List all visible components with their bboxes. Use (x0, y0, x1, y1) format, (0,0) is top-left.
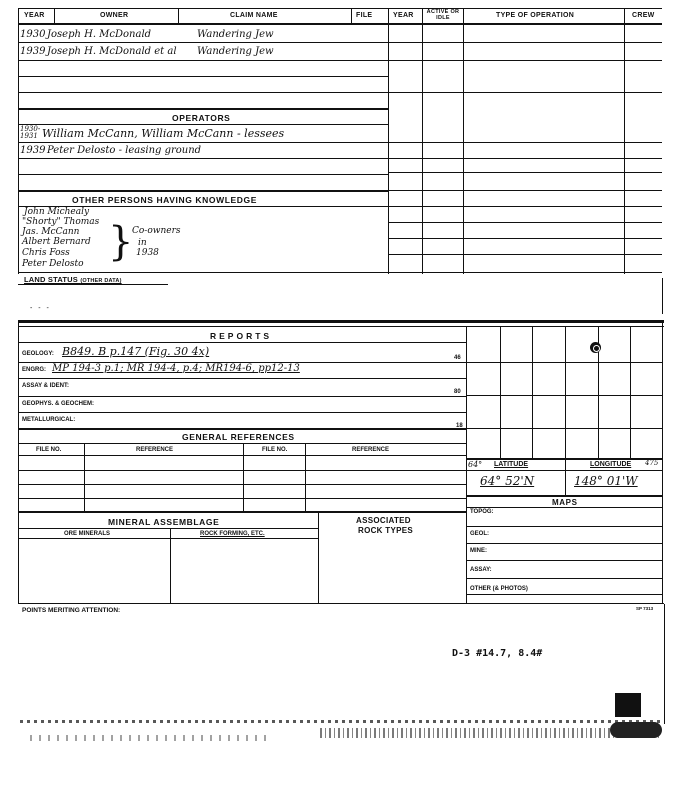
geology-number: 46 (454, 355, 461, 361)
geology-value: B849. B p.147 (Fig. 30 4x) (62, 345, 210, 358)
operators-title: OPERATORS (172, 113, 231, 123)
person-name: Albert Bernard (22, 237, 91, 247)
rock-types-label: ROCK TYPES (358, 526, 414, 535)
engrg-label: ENGRG: (22, 367, 46, 373)
operator-row-2-text: Peter Delosto - leasing ground (47, 145, 202, 156)
person-name: Peter Delosto (22, 259, 84, 269)
col-ore-minerals: ORE MINERALS (64, 531, 111, 537)
col-year: YEAR (24, 12, 45, 19)
latitude-label: LATITUDE (494, 461, 529, 468)
form-code: SP 7313 (636, 606, 654, 611)
co-owners-note-in: in (138, 238, 147, 248)
maps-title: MAPS (552, 498, 578, 507)
col-year-2: YEAR (393, 12, 414, 19)
col-crew: CREW (632, 12, 655, 19)
ref-col-file-no-2: FILE NO. (262, 447, 288, 453)
noise-line-3 (30, 735, 270, 741)
points-meriting-label: POINTS MERITING ATTENTION: (22, 607, 121, 614)
person-name: Jas. McCann (22, 227, 80, 237)
lat-prefix: 64° (468, 460, 483, 469)
col-rock-forming: ROCK FORMING, ETC. (200, 531, 265, 537)
geophys-label: GEOPHYS. & GEOCHEM: (22, 401, 95, 407)
longitude-label: LONGITUDE (590, 461, 632, 468)
co-owners-note-year: 1938 (136, 248, 159, 258)
operator-row-1-text: William McCann, William McCann - lessees (42, 127, 285, 140)
assay-label: ASSAY & IDENT: (22, 383, 70, 389)
person-name: John Michealy (24, 207, 90, 217)
geology-label: GEOLOGY: (22, 351, 54, 357)
noise-line-1 (20, 720, 660, 723)
col-active-idle: ACTIVE OR IDLE (426, 9, 460, 21)
owner-row-2-year: 1939 (20, 46, 46, 57)
operator-row-2-year: 1939 (20, 145, 46, 156)
ref-col-reference: REFERENCE (136, 447, 174, 453)
land-status-text: LAND STATUS (24, 275, 79, 284)
person-name: "Shorty" Thomas (22, 217, 100, 227)
location-marker-ring (593, 345, 600, 352)
maps-topog: TOPOG: (470, 509, 494, 515)
metallurgical-number: 18 (456, 423, 463, 429)
land-status-sub: (OTHER DATA) (80, 278, 122, 284)
ref-col-reference-2: REFERENCE (352, 447, 390, 453)
owner-row-1-claim: Wandering Jew (197, 29, 274, 40)
brace-icon: } (108, 219, 134, 265)
owner-row-2-claim: Wandering Jew (197, 46, 274, 57)
other-persons-title: OTHER PERSONS HAVING KNOWLEDGE (72, 195, 258, 205)
latitude-value: 64° 52'N (480, 474, 535, 488)
co-owners-note: Co-owners (132, 226, 181, 236)
black-square (615, 693, 641, 717)
mineral-assemblage-title: MINERAL ASSEMBLAGE (108, 517, 220, 527)
dash-marks: - - - (30, 305, 51, 312)
long-suffix: 475 (645, 459, 659, 467)
maps-geol: GEOL: (470, 531, 489, 537)
col-file: FILE (356, 12, 373, 19)
owner-row-1-year: 1930 (20, 29, 46, 40)
person-name: Chris Foss (22, 248, 70, 258)
stamp-text: D-3 #14.7, 8.4# (452, 648, 543, 659)
noise-blob (610, 722, 662, 738)
operator-row-1-year: 1930-1931 (20, 125, 41, 140)
assay-number: 80 (454, 389, 461, 395)
engrg-value: MP 194-3 p.1; MR 194-4, p.4; MR194-6, pp12-13 (52, 363, 300, 374)
ref-col-file-no: FILE NO. (36, 447, 62, 453)
reports-title: REPORTS (210, 331, 273, 341)
noise-line-2 (320, 728, 660, 738)
metallurgical-label: METALLURGICAL: (22, 417, 76, 423)
general-references-title: GENERAL REFERENCES (182, 432, 295, 442)
col-owner: OWNER (100, 12, 129, 19)
owner-row-2-owner: Joseph H. McDonald et al (47, 46, 177, 57)
col-type-of-operation: TYPE OF OPERATION (496, 12, 575, 19)
maps-assay: ASSAY: (470, 567, 492, 573)
maps-other: OTHER (& PHOTOS) (470, 586, 528, 592)
longitude-value: 148° 01'W (574, 474, 638, 488)
col-claim-name: CLAIM NAME (230, 12, 278, 19)
maps-mine: MINE: (470, 548, 487, 554)
associated-label: ASSOCIATED (356, 516, 411, 525)
land-status-label (24, 275, 122, 284)
owner-row-1-owner: Joseph H. McDonald (47, 29, 152, 40)
